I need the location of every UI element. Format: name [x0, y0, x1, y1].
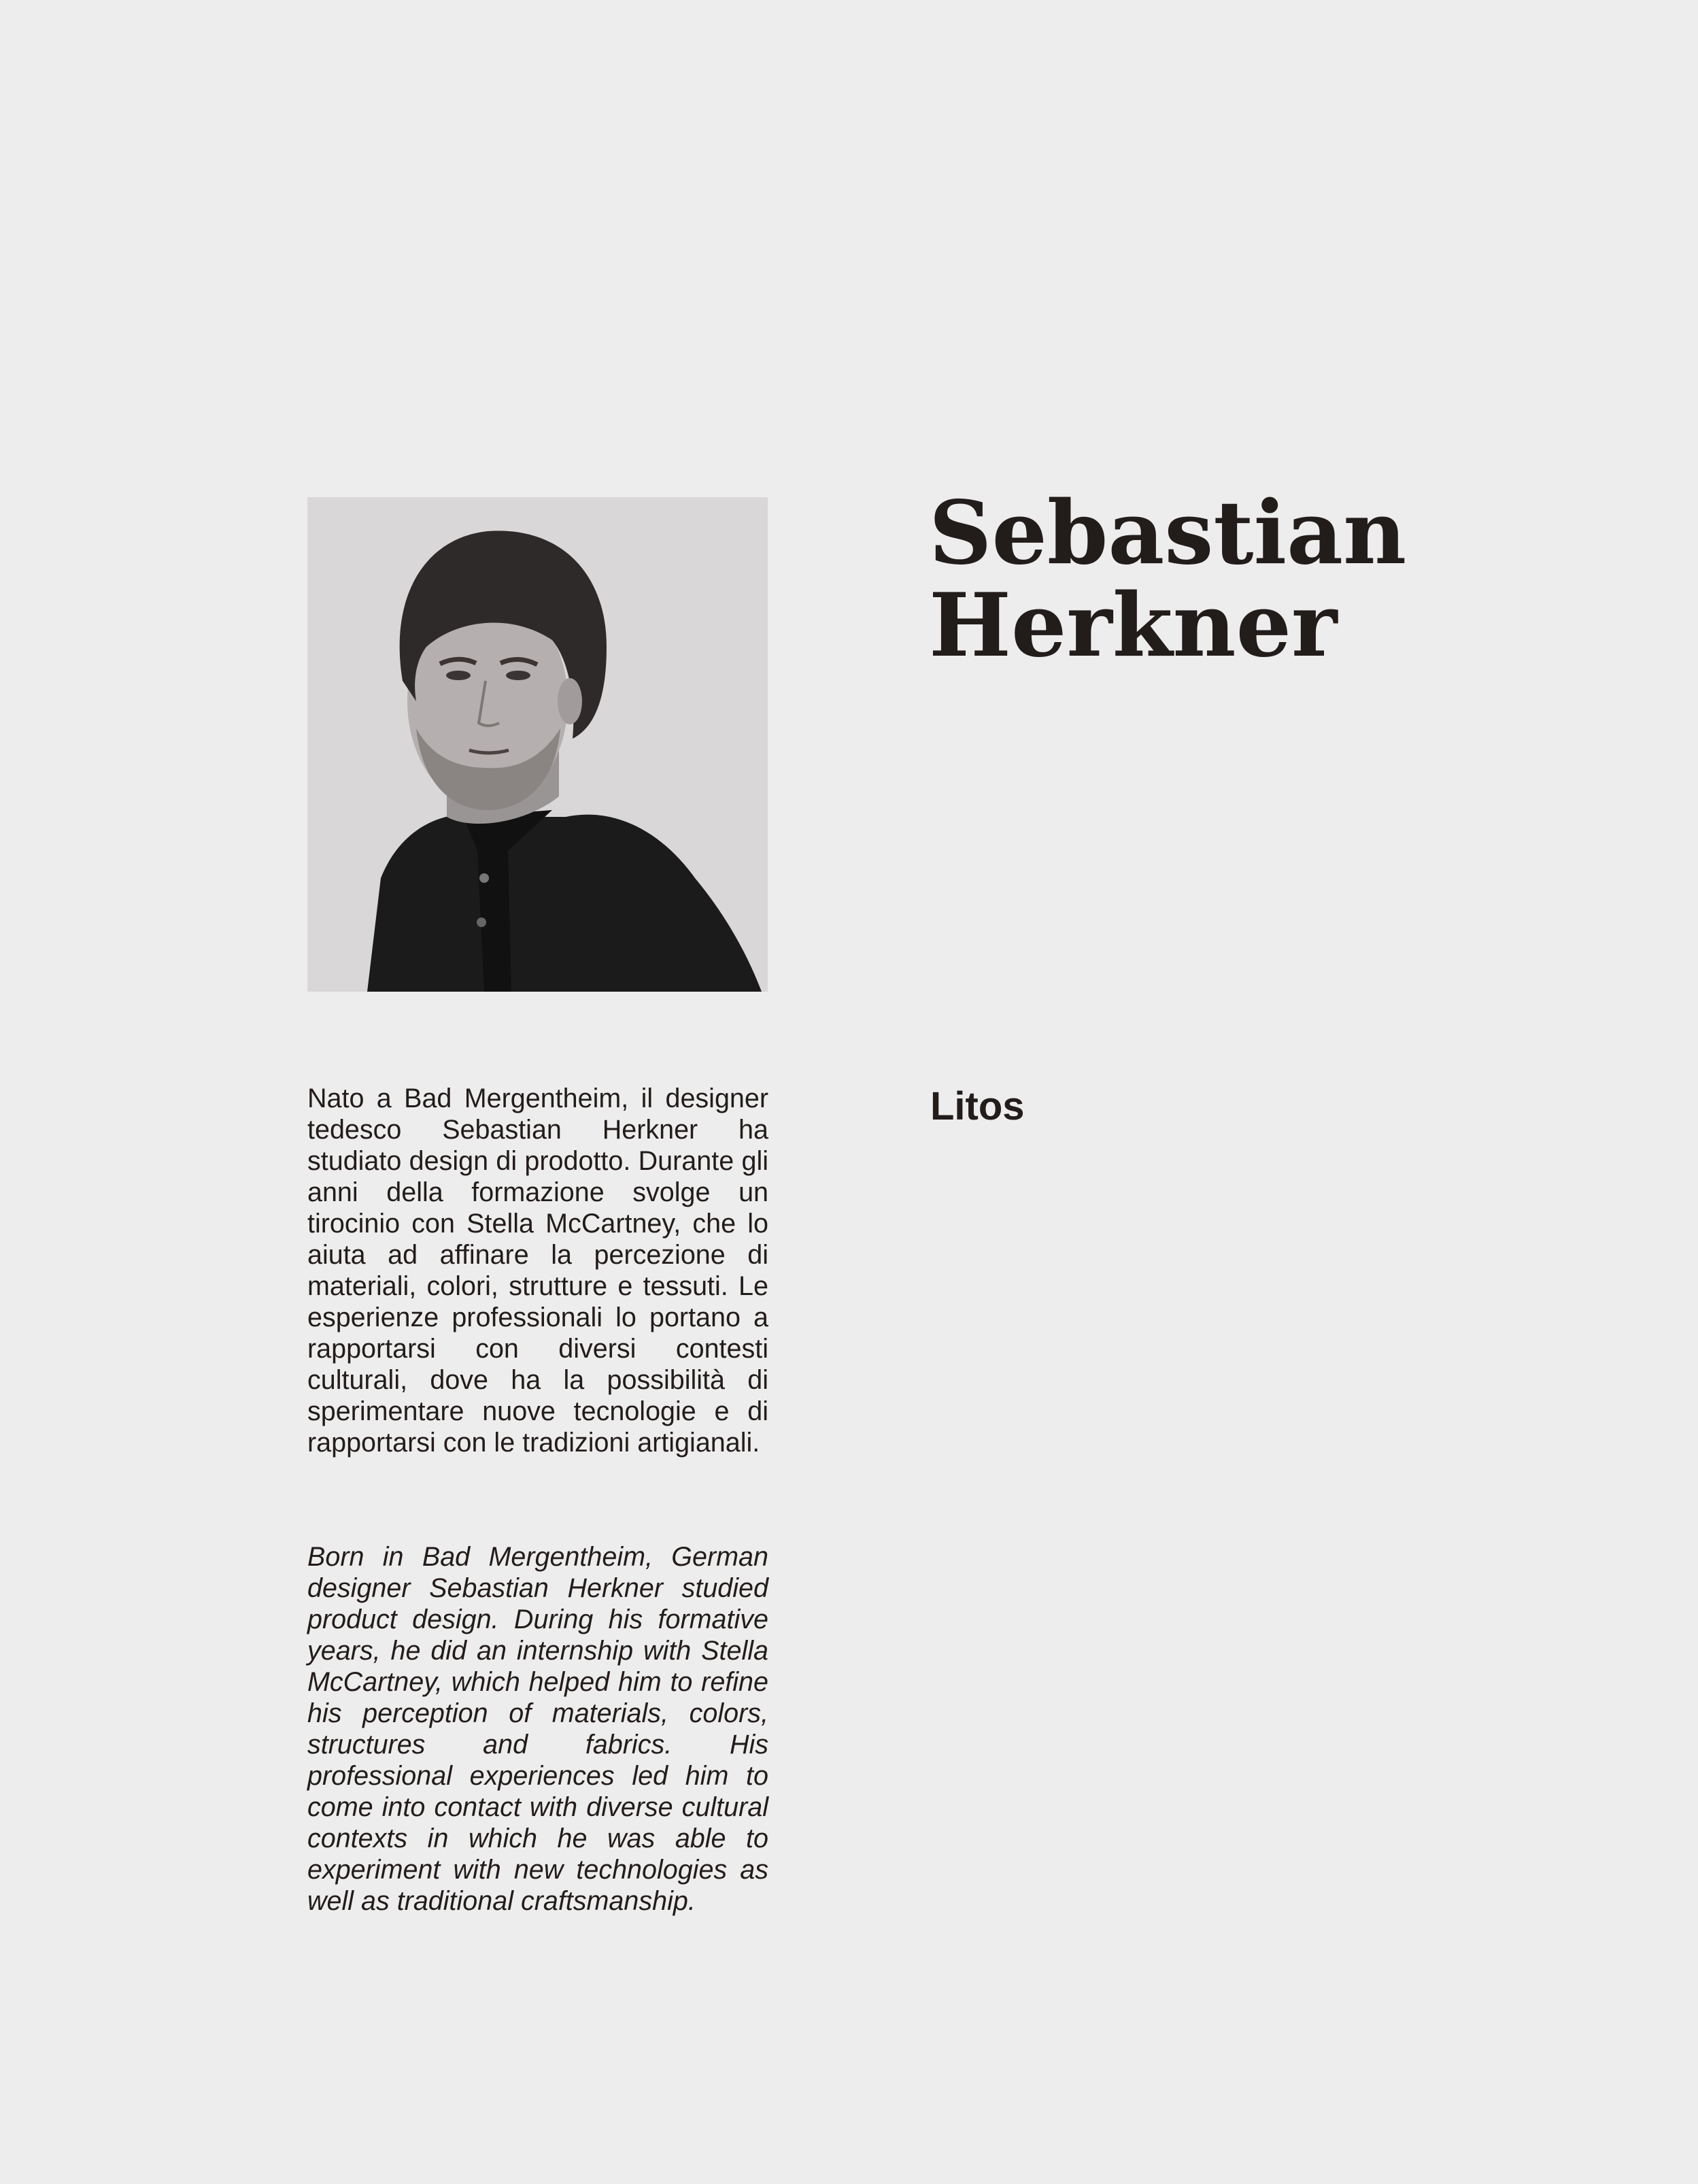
- designer-portrait: [307, 497, 768, 992]
- portrait-photo: [307, 497, 768, 992]
- designer-name: [929, 482, 1541, 677]
- biography-english: Born in Bad Mergentheim, German designer Sebastian Herkner studied product design. During his formative years, he did an internship with Stella McCartney, which helped him to refine his perception of materials, colors, structures and fabrics. His professional experiences led him to come into contact with diverse cultural contexts in which he was able to experiment with new technologies as well as traditional craftsmanship.: [307, 1542, 768, 1916]
- product-name: Litos: [930, 1084, 1025, 1128]
- biography-italian: Nato a Bad Mergentheim, il designer tedesco Sebastian Herkner ha studiato design di prodotto. Durante gli anni della formazione svolge un tirocinio con Stella McCartney, che lo aiuta ad affinare la percezione di materiali, colori, strutture e tessuti. Le esperienze professionali lo portano a rapportarsi con diversi contesti culturali, dove ha la possibilità di sperimentare nuove tecnologie e di rapportarsi con le tradizioni artigianali.: [307, 1083, 768, 1458]
- designer-first-name: Sebastian: [929, 482, 1407, 584]
- designer-last-name: Herkner: [929, 575, 1338, 677]
